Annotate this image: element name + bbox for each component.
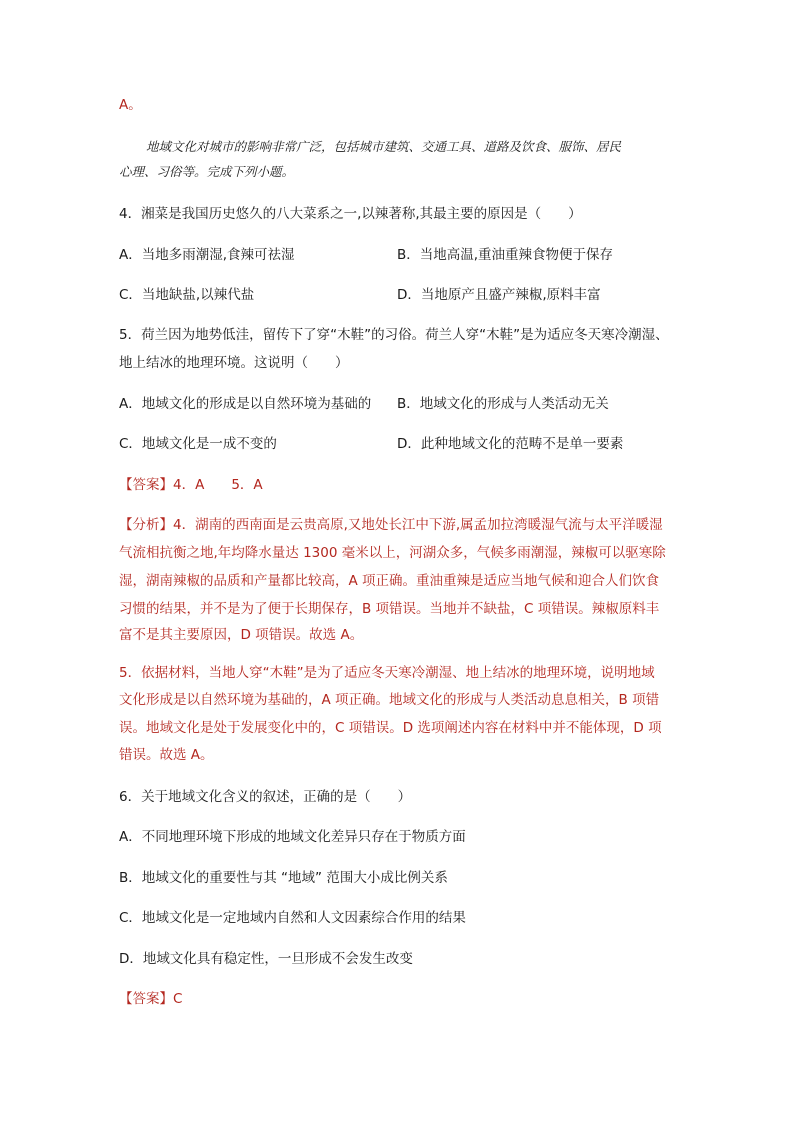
q6-option-c: C．地域文化是一定地域内自然和人文因素综合作用的结果 bbox=[119, 910, 466, 926]
intro-line-1: 地域文化对城市的影响非常广泛，包括城市建筑、交通工具、道路及饮食、服饰、居民 bbox=[146, 139, 622, 154]
answer-4-5 bbox=[119, 476, 263, 494]
analysis-4-line-4: 习惯的结果，并不是为了便于长期保存，B 项错误。当地并不缺盐，C 项错误。辣椒原料丰 bbox=[119, 601, 660, 617]
answer-label: 【答案】 bbox=[119, 991, 173, 1007]
analysis-4-line-3: 湿，湖南辣椒的品质和产量都比较高，A 项正确。重油重辣是适应当地气候和迎合人们饮食 bbox=[119, 573, 660, 589]
q4-option-d: D．当地原产且盛产辣椒,原料丰富 bbox=[397, 287, 601, 303]
analysis-5-line-1: 5．依据材料，当地人穿“木鞋”是为了适应冬天寒冷潮湿、地上结冰的地理环境，说明地域 bbox=[119, 665, 655, 681]
analysis-5-line-4: 错误。故选 A。 bbox=[119, 747, 214, 763]
q5-option-c: C．地域文化是一成不变的 bbox=[119, 436, 277, 452]
answer-label: 【答案】 bbox=[119, 477, 173, 493]
analysis-4-line-1 bbox=[119, 516, 663, 534]
q4-option-a: A．当地多雨潮湿,食辣可祛湿 bbox=[119, 247, 295, 263]
q6-option-b: B．地域文化的重要性与其 “地域” 范围大小成比例关系 bbox=[119, 870, 448, 886]
answer-6 bbox=[119, 990, 182, 1008]
analysis-label: 【分析】 bbox=[119, 517, 173, 533]
q5-stem-line-2: 地上结冰的地理环境。这说明（ ） bbox=[119, 355, 349, 371]
q4-option-b: B．当地高温,重油重辣食物便于保存 bbox=[397, 247, 614, 263]
analysis-4-line-2: 气流相抗衡之地,年均降水量达 1300 毫米以上，河湖众多，气候多雨潮湿，辣椒可以驱寒除 bbox=[119, 545, 666, 561]
q5-option-b: B．地域文化的形成与人类活动无关 bbox=[397, 396, 609, 412]
q5-stem-line-1: 5．荷兰因为地势低洼，留传下了穿“木鞋”的习俗。荷兰人穿“木鞋”是为适应冬天寒冷潮湿、 bbox=[119, 327, 669, 343]
q6-option-a: A．不同地理环境下形成的地域文化差异只存在于物质方面 bbox=[119, 829, 466, 845]
analysis-5-line-2: 文化形成是以自然环境为基础的，A 项正确。地域文化的形成与人类活动息息相关，B 项错 bbox=[119, 692, 660, 708]
q5-option-a: A．地域文化的形成是以自然环境为基础的 bbox=[119, 396, 372, 412]
q4-stem: 4．湘菜是我国历史悠久的八大菜系之一,以辣著称,其最主要的原因是（ ） bbox=[119, 206, 582, 222]
previous-answer-tail: A。 bbox=[119, 97, 142, 113]
analysis-5-line-3: 误。地域文化是处于发展变化中的，C 项错误。D 选项阐述内容在材料中并不能体现，D 项 bbox=[119, 720, 662, 736]
analysis-4-line-5: 富不是其主要原因，D 项错误。故选 A。 bbox=[119, 627, 364, 643]
analysis-4-text: 4．湖南的西南面是云贵高原,又地处长江中下游,属孟加拉湾暖湿气流与太平洋暖湿 bbox=[173, 517, 663, 533]
q5-option-d: D．此种地域文化的范畴不是单一要素 bbox=[397, 436, 624, 452]
q6-stem: 6．关于地域文化含义的叙述，正确的是（ ） bbox=[119, 789, 412, 805]
answer-value: 4．A 5．A bbox=[173, 477, 263, 493]
q4-option-c: C．当地缺盐,以辣代盐 bbox=[119, 287, 255, 303]
answer-value: C bbox=[173, 991, 183, 1007]
q6-option-d: D．地域文化具有稳定性，一旦形成不会发生改变 bbox=[119, 951, 413, 967]
intro-line-2: 心理、习俗等。完成下列小题。 bbox=[119, 164, 295, 179]
